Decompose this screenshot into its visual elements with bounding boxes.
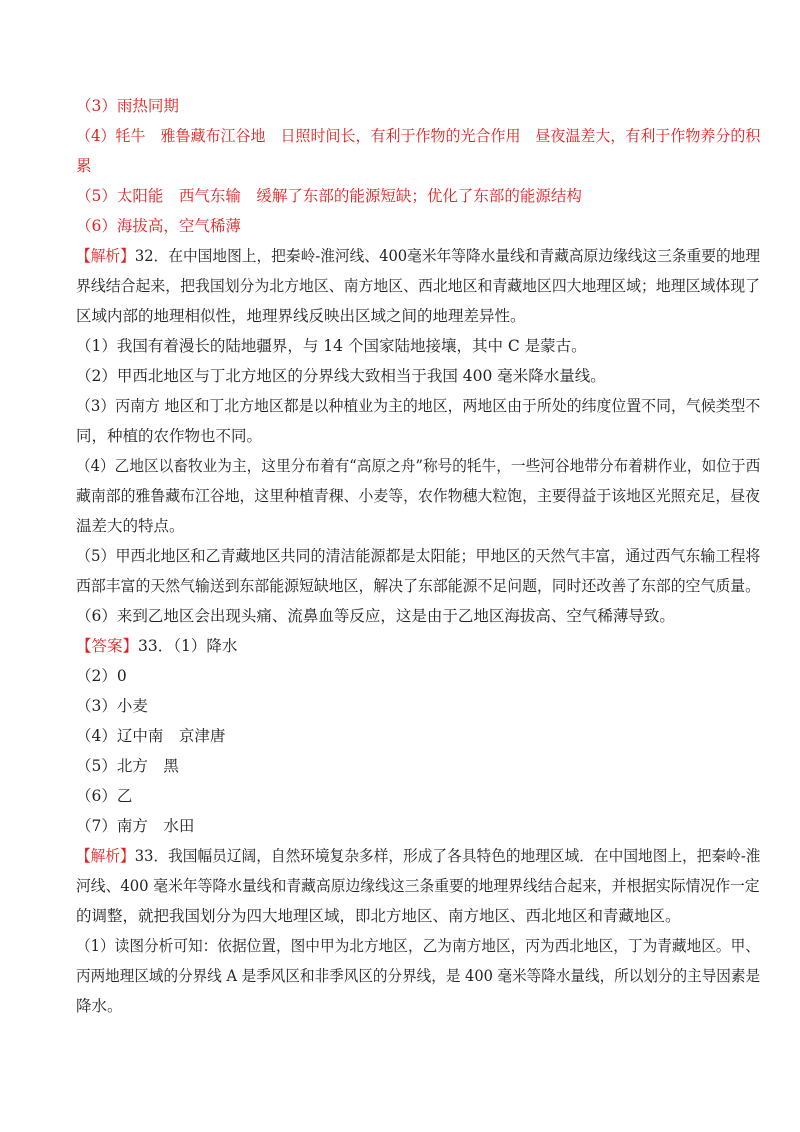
answer-33-6: （6）乙 bbox=[76, 787, 133, 805]
answer-33-7: （7）南方 水田 bbox=[76, 817, 195, 835]
answer-32-5: （5）太阳能 西气东输 缓解了东部的能源短缺；优化了东部的能源结构 bbox=[76, 187, 582, 205]
analysis-33-p1-cont: 丙两地理区域的分界线 A 是季风区和非季风区的分界线，是 400 毫米等降水量线，所以划分的主导因素是 bbox=[76, 967, 761, 985]
analysis-33-p1-end: 降水。 bbox=[76, 997, 123, 1015]
answer-33-line-1: 【答案】33．（1）降水 bbox=[76, 637, 238, 655]
analysis-33-line-1: 【解析】33．我国幅员辽阔，自然环境复杂多样，形成了各具特色的地理区域．在中国地图上，把秦岭-淮 bbox=[76, 847, 761, 865]
analysis-32-p3-cont: 同，种植的农作物也不同。 bbox=[76, 427, 263, 445]
analysis-32-line-2: 界线结合起来，把我国划分为北方地区、南方地区、西北地区和青藏地区四大地理区域；地理区域体现了 bbox=[76, 277, 760, 295]
analysis-tag: 【解析】 bbox=[76, 247, 135, 265]
answer-33-5: （5）北方 黑 bbox=[76, 757, 179, 775]
answer-33-3: （3）小麦 bbox=[76, 697, 148, 715]
analysis-32-p3: （3）丙南方 地区和丁北方地区都是以种植业为主的地区，两地区由于所处的纬度位置不同，气候类型不 bbox=[76, 397, 761, 415]
answer-32-6: （6）海拔高，空气稀薄 bbox=[76, 217, 241, 235]
answer-33-2: （2）0 bbox=[76, 667, 127, 685]
analysis-33-line-3: 的调整，就把我国划分为四大地理区域，即北方地区、南方地区、西北地区和青藏地区。 bbox=[76, 907, 681, 925]
analysis-tag: 【解析】 bbox=[76, 847, 135, 865]
analysis-33-p1: （1）读图分析可知：依据位置，图中甲为北方地区，乙为南方地区，丙为西北地区，丁为青藏地区。甲、 bbox=[76, 937, 760, 955]
analysis-32-p2: （2）甲西北地区与丁北方地区的分界线大致相当于我国 400 毫米降水量线。 bbox=[76, 367, 606, 385]
analysis-33-line-2: 河线、400 毫米年等降水量线和青藏高原边缘线这三条重要的地理界线结合起来，并根据实际情况作一定 bbox=[76, 877, 760, 895]
analysis-32-p5: （5）甲西北地区和乙青藏地区共同的清洁能源都是太阳能；甲地区的天然气丰富，通过西气东输工程将 bbox=[76, 547, 761, 565]
analysis-32-p4: （4）乙地区以畜牧业为主，这里分布着有“高原之舟”称号的牦牛，一些河谷地带分布着耕作业，如位于西 bbox=[76, 457, 761, 475]
analysis-32-p1: （1）我国有着漫长的陆地疆界，与 14 个国家陆地接壤，其中 C 是蒙古。 bbox=[76, 337, 587, 355]
answer-tag: 【答案】 bbox=[76, 637, 139, 655]
analysis-32-p6: （6）来到乙地区会出现头痛、流鼻血等反应，这是由于乙地区海拔高、空气稀薄导致。 bbox=[76, 607, 675, 625]
analysis-32-line-3: 区域内部的地理相似性，地理界线反映出区域之间的地理差异性。 bbox=[76, 307, 526, 325]
analysis-32-p5-cont: 西部丰富的天然气输送到东部能源短缺地区，解决了东部能源不足问题，同时还改善了东部的空气质量。 bbox=[76, 577, 760, 595]
analysis-32-p4-cont: 藏南部的雅鲁藏布江谷地，这里种植青稞、小麦等，农作物穗大粒饱，主要得益于该地区光照充足，昼夜 bbox=[76, 487, 760, 505]
analysis-32-line-1: 【解析】32．在中国地图上，把秦岭-淮河线、400毫米年等降水量线和青藏高原边缘线这三条重要的地理 bbox=[76, 247, 761, 265]
answer-32-4-cont: 累 bbox=[76, 157, 92, 175]
answer-32-4: （4）牦牛 雅鲁藏布江谷地 日照时间长，有利于作物的光合作用 昼夜温差大，有利于作物养分的积 bbox=[76, 127, 761, 145]
answer-32-3: （3）雨热同期 bbox=[76, 97, 179, 115]
analysis-32-p4-end: 温差大的特点。 bbox=[76, 517, 185, 535]
answer-33-4: （4）辽中南 京津唐 bbox=[76, 727, 226, 745]
